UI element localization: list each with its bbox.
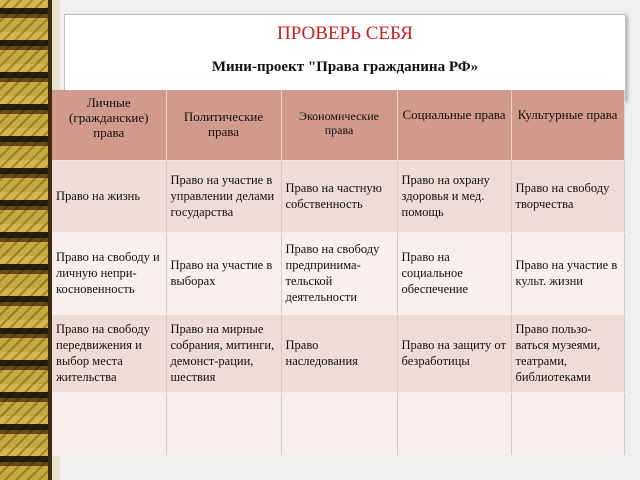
table-cell: Право на социальное обеспечение bbox=[397, 232, 511, 314]
table-row bbox=[52, 160, 624, 232]
table-cell: Право на мирные собрания, митинги, демонст-рации, шествия bbox=[166, 314, 281, 392]
title-box bbox=[64, 14, 626, 100]
table-cell: Право на свободу передвижения и выбор места жительства bbox=[52, 314, 166, 392]
table-cell: Право на частную собственность bbox=[281, 160, 397, 232]
header-political-rights: Политические права bbox=[166, 90, 281, 160]
slide-title: ПРОВЕРЬ СЕБЯ bbox=[277, 23, 413, 44]
table-cell: Право на жизнь bbox=[52, 160, 166, 232]
table-cell: Право на охрану здоровья и мед. помощь bbox=[397, 160, 511, 232]
table-header-row bbox=[52, 90, 624, 160]
rights-table bbox=[52, 90, 625, 456]
table-cell bbox=[281, 392, 397, 456]
table-cell: Право на свободу предпринима-тельской деятельности bbox=[281, 232, 397, 314]
header-social-rights: Социальные права bbox=[397, 90, 511, 160]
table-cell bbox=[52, 392, 166, 456]
table-cell: Право на свободу творчества bbox=[511, 160, 624, 232]
table-cell bbox=[397, 392, 511, 456]
slide-subtitle: Мини-проект "Права гражданина РФ» bbox=[211, 59, 479, 75]
table-cell: Право на участие в выборах bbox=[166, 232, 281, 314]
table-cell: Право на участие в культ. жизни bbox=[511, 232, 624, 314]
table-cell: Право на свободу и личную непри-косновенность bbox=[52, 232, 166, 314]
table-cell: Право наследования bbox=[281, 314, 397, 392]
table-cell: Право на участие в управлении делами государства bbox=[166, 160, 281, 232]
table-cell bbox=[511, 392, 624, 456]
table-cell: Право на защиту от безработицы bbox=[397, 314, 511, 392]
table-cell bbox=[166, 392, 281, 456]
table-row bbox=[52, 392, 624, 456]
table-row bbox=[52, 232, 624, 314]
table-row bbox=[52, 314, 624, 392]
header-cultural-rights: Культурные права bbox=[511, 90, 624, 160]
header-economic-rights: Экономические права bbox=[281, 90, 397, 160]
header-personal-rights: Личные (гражданские) права bbox=[52, 90, 166, 160]
table-cell: Право пользо-ваться музеями, театрами, библиотеками bbox=[511, 314, 624, 392]
decorative-side-stripe bbox=[0, 0, 48, 480]
